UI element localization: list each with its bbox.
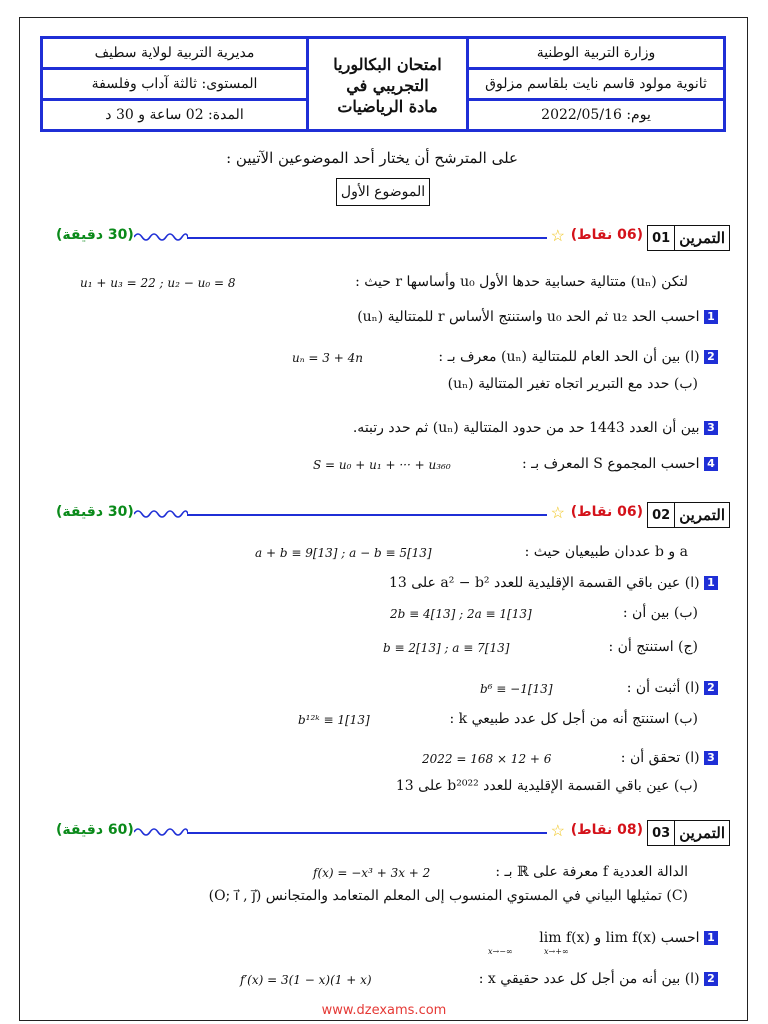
ex2-q2a-text: (ا) أثبت أن : <box>626 680 700 696</box>
intro-instruction: على المترشح أن يختار أحد الموضوعين الآتيين : <box>226 149 518 167</box>
question-number-badge: 1 <box>704 310 718 324</box>
ex3-q2a-math: f′(x) = 3(1 − x)(1 + x) <box>240 973 372 987</box>
ex2-q3a-text: (ا) تحقق أن : <box>620 750 700 766</box>
ex2-q2b-math: b¹²ᵏ ≡ 1[13] <box>298 713 370 727</box>
exercise-1-time: (30 دقيقة) <box>56 227 134 243</box>
exercise-number: 01 <box>652 230 671 246</box>
ex2-q3a <box>621 750 718 766</box>
divider-line <box>187 514 547 516</box>
ex2-q2a-math: b⁶ ≡ −1[13] <box>480 682 553 696</box>
duration: المدة: 02 ساعة و 30 د <box>105 107 244 123</box>
ministry: وزارة التربية الوطنية <box>469 39 723 70</box>
ex3-intro: الدالة العددية f معرفة على ℝ بـ : <box>495 864 688 880</box>
header-right <box>469 39 723 129</box>
ex1-q2a-math: uₙ = 3 + 4n <box>292 351 363 365</box>
school: ثانوية مولود قاسم نايت بلقاسم مزلوق <box>469 70 723 101</box>
wave-icon <box>134 826 188 838</box>
ex1-q4 <box>522 456 718 472</box>
ex3-intro-math: f(x) = −x³ + 3x + 2 <box>313 866 431 880</box>
divider-line <box>187 237 547 239</box>
ex1-q3-text: بين أن العدد 1443 حد من حدود المتتالية (uₙ) ثم حدد رتبته. <box>352 420 700 436</box>
ex3-q1 <box>539 930 718 946</box>
ex2-q2b: (ب) استنتج أنه من أجل كل عدد طبيعي k : <box>449 711 698 727</box>
ex2-q1c: (ج) استنتج أن : <box>608 639 698 655</box>
exam-date: يوم: 2022/05/16 <box>541 107 651 123</box>
question-number-badge: 1 <box>704 931 718 945</box>
ex3-q2a <box>479 971 718 987</box>
exercise-1-bar <box>52 223 742 253</box>
exam-title-1: امتحان البكالوريا <box>333 54 442 74</box>
exam-header <box>40 36 726 132</box>
exercise-word: التمرين <box>674 821 729 845</box>
ex2-q1a <box>389 575 718 591</box>
exercise-3-bar <box>52 818 742 848</box>
question-number-badge: 2 <box>704 350 718 364</box>
ex1-q1 <box>357 309 718 325</box>
ex1-intro-math: u₁ + u₃ = 22 ; u₂ − u₀ = 8 <box>80 276 236 290</box>
exercise-2-label <box>647 502 730 528</box>
ex2-q1b: (ب) بين أن : <box>622 605 698 621</box>
watermark-link[interactable]: www.dzexams.com <box>321 1003 447 1018</box>
exercise-2-bar <box>52 500 742 530</box>
ex1-q2a-text: (ا) بين أن الحد العام للمتتالية (uₙ) معرف بـ : <box>438 349 700 365</box>
header-middle <box>309 39 469 129</box>
ex2-q3b: (ب) عين باقي القسمة الإقليدية للعدد b²⁰²² على 13 <box>395 778 698 794</box>
exercise-3-points: (08 نقاط) <box>570 822 643 838</box>
ex2-q3a-math: 2022 = 168 × 12 + 6 <box>422 752 552 766</box>
ex3-curve: (C) تمثيلها البياني في المستوي المنسوب إلى المعلم المتعامد والمتجانس (O; i⃗ , j⃗) <box>208 888 688 904</box>
star-icon: ☆ <box>550 226 565 245</box>
ex1-q1-text: احسب الحد u₂ ثم الحد u₀ واستنتج الأساس r للمتتالية (uₙ) <box>357 309 700 325</box>
ex2-q1a-text: (ا) عين باقي القسمة الإقليدية للعدد a² − b² على 13 <box>388 575 700 591</box>
wave-icon <box>134 231 188 243</box>
question-number-badge: 2 <box>704 681 718 695</box>
divider-line <box>187 832 547 834</box>
exercise-number: 03 <box>652 825 671 841</box>
exercise-3-label <box>647 820 730 846</box>
exercise-1-points: (06 نقاط) <box>570 227 643 243</box>
exercise-3-time: (60 دقيقة) <box>56 822 134 838</box>
wave-icon <box>134 508 188 520</box>
exercise-word: التمرين <box>674 226 729 250</box>
exercise-number: 02 <box>652 507 671 523</box>
ex2-q1c-math: b ≡ 2[13] ; a ≡ 7[13] <box>383 641 510 655</box>
ex3-q1-text: احسب lim f(x) و lim f(x) <box>539 930 700 946</box>
exercise-word: التمرين <box>674 503 729 527</box>
question-number-badge: 4 <box>704 457 718 471</box>
header-left <box>43 39 309 129</box>
ex3-q1-sub2: x→−∞ <box>488 947 513 956</box>
ex1-q3 <box>353 420 718 436</box>
star-icon: ☆ <box>550 821 565 840</box>
question-number-badge: 1 <box>704 576 718 590</box>
ex2-q1b-math: 2b ≡ 4[13] ; 2a ≡ 1[13] <box>390 607 532 621</box>
ex1-q4-text: احسب المجموع S المعرف بـ : <box>521 456 700 472</box>
subject-title: الموضوع الأول <box>336 178 430 206</box>
ex1-q2a <box>438 349 718 365</box>
ex3-q2a-text: (ا) بين أنه من أجل كل عدد حقيقي x : <box>478 971 700 987</box>
ex1-q2b: (ب) حدد مع التبرير اتجاه تغير المتتالية (uₙ) <box>447 376 698 392</box>
star-icon: ☆ <box>550 503 565 522</box>
ex2-q2a <box>627 680 718 696</box>
ex1-q4-math: S = u₀ + u₁ + ··· + u₃₆₀ <box>313 458 451 472</box>
ex2-intro-math: a + b ≡ 9[13] ; a − b ≡ 5[13] <box>255 546 432 560</box>
ex3-q1-sub1: x→+∞ <box>544 947 569 956</box>
exam-title-3: مادة الرياضيات <box>337 96 438 116</box>
exam-title-2: التجريبي في <box>346 75 429 95</box>
question-number-badge: 3 <box>704 751 718 765</box>
exercise-2-time: (30 دقيقة) <box>56 504 134 520</box>
ex2-intro: a و b عددان طبيعيان حيث : <box>524 544 688 560</box>
question-number-badge: 2 <box>704 972 718 986</box>
level: المستوى: ثالثة آداب وفلسفة <box>43 70 306 101</box>
directorate: مديرية التربية لولاية سطيف <box>43 39 306 70</box>
exercise-2-points: (06 نقاط) <box>570 504 643 520</box>
exercise-1-label <box>647 225 730 251</box>
ex1-intro: لتكن (uₙ) متتالية حسابية حدها الأول u₀ وأساسها r حيث : <box>355 274 688 290</box>
question-number-badge: 3 <box>704 421 718 435</box>
